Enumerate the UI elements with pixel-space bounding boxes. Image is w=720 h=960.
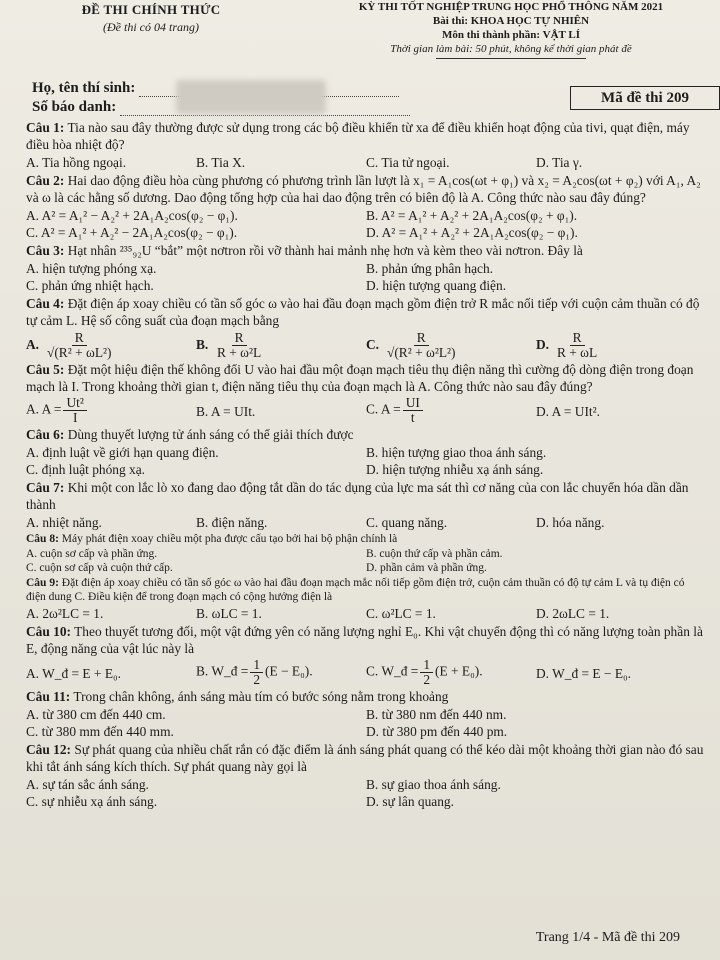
option-3b[interactable]: B. phản ứng phân hạch. bbox=[366, 261, 494, 276]
option-6a[interactable]: A. định luật về giới hạn quang điện. bbox=[26, 445, 219, 460]
option-12c[interactable]: C. sự nhiễu xạ ánh sáng. bbox=[26, 794, 158, 809]
option-11a[interactable]: A. từ 380 cm đến 440 cm. bbox=[26, 707, 166, 722]
exam-header bbox=[26, 0, 706, 64]
options-2 bbox=[26, 207, 706, 241]
question-6: Câu 6: Dùng thuyết lượng tử ánh sáng có thể giải thích được bbox=[26, 427, 354, 442]
option-2c[interactable]: C. A² = A₁² + A₂² − 2A₁A₂cos(φ₂ − φ₁). bbox=[26, 225, 238, 240]
option-10d[interactable]: D. W_đ = E − E₀. bbox=[536, 666, 632, 681]
options-6 bbox=[26, 444, 706, 478]
question-8: Câu 8: Máy phát điện xoay chiều một pha được cấu tạo bởi hai bộ phận chính là bbox=[26, 533, 398, 545]
fraction-4a: $\frac{R}{\text{√(R² + ωL²)}}$ bbox=[47, 330, 112, 360]
option-11d[interactable]: D. từ 380 pm đến 440 pm. bbox=[366, 724, 508, 739]
options-12 bbox=[26, 776, 706, 810]
option-11c[interactable]: C. từ 380 mm đến 440 mm. bbox=[26, 724, 174, 739]
question-5: Câu 5: Đặt một hiệu điện thế không đổi U vào hai đầu một đoạn mạch tiêu thụ điện năng thì cường độ dòng điện trong đoạn mạch là I. Trong khoảng thời gian t, điện năng tiêu thụ của đoạn mạch là A. Công thức nào sau đây đúng? bbox=[26, 362, 694, 394]
question-10: Câu 10: Theo thuyết tương đối, một vật đứng yên có năng lượng nghỉ E₀. Khi vật chuyển động thì có năng lượng toàn phần là E, động năng của vật lúc này là bbox=[26, 624, 703, 656]
option-9d[interactable]: D. 2ωLC = 1. bbox=[536, 606, 610, 621]
option-1a[interactable]: A. Tia hồng ngoại. bbox=[26, 155, 127, 170]
options-4 bbox=[26, 331, 706, 360]
option-9a[interactable]: A. 2ω²LC = 1. bbox=[26, 606, 104, 621]
option-3c[interactable]: C. phản ứng nhiệt hạch. bbox=[26, 278, 154, 293]
option-5c[interactable]: C. A = $\frac{UI}{t}$ bbox=[366, 396, 536, 425]
question-3: Câu 3: Hạt nhân ²³⁵₉₂U “bắt” một nơtron rồi vỡ thành hai mảnh nhẹ hơn và kèm theo vài nơtron. Đây là bbox=[26, 243, 583, 258]
options-9 bbox=[26, 605, 706, 622]
page-count: (Đề thi có 04 trang) bbox=[103, 20, 199, 34]
exam-code-box: Mã đề thi 209 bbox=[570, 86, 720, 110]
option-12b[interactable]: B. sự giao thoa ánh sáng. bbox=[366, 777, 501, 792]
option-6d[interactable]: D. hiện tượng nhiễu xạ ánh sáng. bbox=[366, 462, 544, 477]
fraction-10c: $\frac{1}{2}$ bbox=[420, 658, 433, 687]
exam-title: KỲ THI TỐT NGHIỆP TRUNG HỌC PHỔ THÔNG NĂM 2021 bbox=[358, 1, 664, 13]
option-7c[interactable]: C. quang năng. bbox=[366, 515, 448, 530]
question-9: Câu 9: Đặt điện áp xoay chiều có tần số góc ω vào hai đầu đoạn mạch mắc nối tiếp gồm điện trở, cuộn cảm thuần có độ tự cảm L và tụ điện có điện dung C. Điều kiện để trong đoạn mạch có cộng hưởng điện là bbox=[26, 577, 685, 603]
option-8d[interactable]: D. phần cảm và phần ứng. bbox=[366, 562, 487, 574]
exam-component: Môn thi thành phần: VẬT LÍ bbox=[441, 29, 581, 41]
question-1: Câu 1: Tia nào sau đây thường được sử dụng trong các bộ điều khiển từ xa để điều khiển hoạt động của tivi, quạt điện, máy điều hòa nhiệt độ? bbox=[26, 120, 690, 152]
exam-subject: Bài thi: KHOA HỌC TỰ NHIÊN bbox=[432, 15, 590, 27]
fraction-4b: $\frac{R}{\text{R + ω²L}}$ bbox=[217, 330, 262, 360]
option-8c[interactable]: C. cuộn sơ cấp và cuộn thứ cấp. bbox=[26, 562, 173, 574]
header-rule bbox=[436, 58, 586, 59]
option-4a[interactable]: A. $\frac{R}{\text{√(R² + ωL²)}}$ bbox=[26, 331, 196, 360]
option-7a[interactable]: A. nhiệt năng. bbox=[26, 515, 102, 530]
options-3 bbox=[26, 260, 706, 294]
option-5b[interactable]: B. A = UIt. bbox=[196, 404, 256, 419]
question-2: Câu 2: Hai dao động điều hòa cùng phương có phương trình lần lượt là x₁ = A₁cos(ωt + φ₁) và x₂ = A₂cos(ωt + φ₂) với A₁, A₂ và ω là các hằng số dương. Dao động tổng hợp của hai dao động trên có biên độ là A. Công thức nào sau đây đúng? bbox=[26, 173, 701, 205]
option-2d[interactable]: D. A² = A₁² + A₂² + 2A₁A₂cos(φ₂ − φ₁). bbox=[366, 225, 578, 240]
fraction-4c: $\frac{R}{\text{√(R² + ω²L²)}}$ bbox=[387, 330, 456, 360]
fraction-5c: $\frac{UI}{t}$ bbox=[403, 396, 423, 425]
options-10 bbox=[26, 658, 706, 687]
official-label: ĐỀ THI CHÍNH THỨC bbox=[81, 2, 221, 17]
option-1d[interactable]: D. Tia γ. bbox=[536, 155, 583, 170]
fraction-4d: $\frac{R}{R + \omega L}$ bbox=[557, 330, 598, 360]
option-2a[interactable]: A. A² = A₁² − A₂² + 2A₁A₂cos(φ₂ − φ₁). bbox=[26, 208, 238, 223]
option-3a[interactable]: A. hiện tượng phóng xạ. bbox=[26, 261, 157, 276]
options-5 bbox=[26, 396, 706, 425]
option-5d[interactable]: D. A = UIt². bbox=[536, 404, 601, 419]
options-7 bbox=[26, 514, 706, 531]
option-11b[interactable]: B. từ 380 nm đến 440 nm. bbox=[366, 707, 507, 722]
option-6c[interactable]: C. định luật phóng xạ. bbox=[26, 462, 146, 477]
option-1b[interactable]: B. Tia X. bbox=[196, 155, 246, 170]
candidate-id-field[interactable] bbox=[120, 115, 410, 116]
option-5a[interactable]: A. A = $\frac{\text{Ut²}}{I}$ bbox=[26, 396, 196, 425]
option-8b[interactable]: B. cuộn thứ cấp và phần cảm. bbox=[366, 548, 503, 560]
option-6b[interactable]: B. hiện tượng giao thoa ánh sáng. bbox=[366, 445, 547, 460]
option-9b[interactable]: B. ωLC = 1. bbox=[196, 606, 262, 621]
option-3d[interactable]: D. hiện tượng quang điện. bbox=[366, 278, 507, 293]
option-7b[interactable]: B. điện năng. bbox=[196, 515, 268, 530]
page-footer: Trang 1/4 - Mã đề thi 209 bbox=[535, 930, 680, 945]
header-right bbox=[316, 0, 706, 59]
question-4: Câu 4: Đặt điện áp xoay chiều có tần số góc ω vào hai đầu đoạn mạch gồm điện trở R mắc nối tiếp với cuộn cảm thuần có độ tự cảm L. Hệ số công suất của đoạn mạch bằng bbox=[26, 296, 700, 328]
options-8 bbox=[26, 547, 706, 575]
options-1 bbox=[26, 154, 706, 171]
candidate-name-label: Họ, tên thí sinh: bbox=[32, 80, 136, 96]
option-8a[interactable]: A. cuộn sơ cấp và phần ứng. bbox=[26, 548, 158, 560]
option-1c[interactable]: C. Tia tử ngoại. bbox=[366, 155, 450, 170]
candidate-info bbox=[26, 70, 706, 118]
option-10c[interactable]: C. W_đ = $\frac{1}{2}$ (E + E₀). bbox=[366, 657, 483, 687]
question-11: Câu 11: Trong chân không, ánh sáng màu tím có bước sóng nằm trong khoảng bbox=[26, 689, 449, 704]
option-4c[interactable]: C. $\frac{R}{\text{√(R² + ω²L²)}}$ bbox=[366, 331, 536, 360]
question-12: Câu 12: Sự phát quang của nhiều chất rắn có đặc điểm là ánh sáng phát quang có thể kéo dài một khoảng thời gian nào đó sau khi tắt ánh sáng kích thích. Sự phát quang này gọi là bbox=[26, 742, 704, 774]
candidate-id-label: Số báo danh: bbox=[32, 99, 117, 115]
fraction-5a: $\frac{\text{Ut²}}{I}$ bbox=[63, 396, 86, 425]
header-left bbox=[46, 2, 256, 35]
redacted-name bbox=[176, 80, 326, 114]
options-11 bbox=[26, 706, 706, 740]
fraction-10b: $\frac{1}{2}$ bbox=[250, 658, 263, 687]
option-12a[interactable]: A. sự tán sắc ánh sáng. bbox=[26, 777, 149, 792]
option-4b[interactable]: B. $\frac{R}{\text{R + ω²L}}$ bbox=[196, 331, 366, 360]
option-10a[interactable]: A. W_đ = E + E₀. bbox=[26, 666, 122, 681]
option-7d[interactable]: D. hóa năng. bbox=[536, 515, 605, 530]
exam-time: Thời gian làm bài: 50 phút, không kể thời gian phát đề bbox=[390, 43, 632, 55]
option-2b[interactable]: B. A² = A₁² + A₂² + 2A₁A₂cos(φ₂ + φ₁). bbox=[366, 208, 578, 223]
option-10b[interactable]: B. W_đ = $\frac{1}{2}$ (E − E₀). bbox=[196, 657, 313, 687]
option-12d[interactable]: D. sự lân quang. bbox=[366, 794, 454, 809]
option-4d[interactable]: D. $\frac{R}{R + \omega L}$ bbox=[536, 331, 706, 360]
question-7: Câu 7: Khi một con lắc lò xo đang dao động tắt dần do tác dụng của lực ma sát thì cơ năng của con lắc chuyển hóa dần dần thành bbox=[26, 480, 689, 512]
option-9c[interactable]: C. ω²LC = 1. bbox=[366, 606, 436, 621]
